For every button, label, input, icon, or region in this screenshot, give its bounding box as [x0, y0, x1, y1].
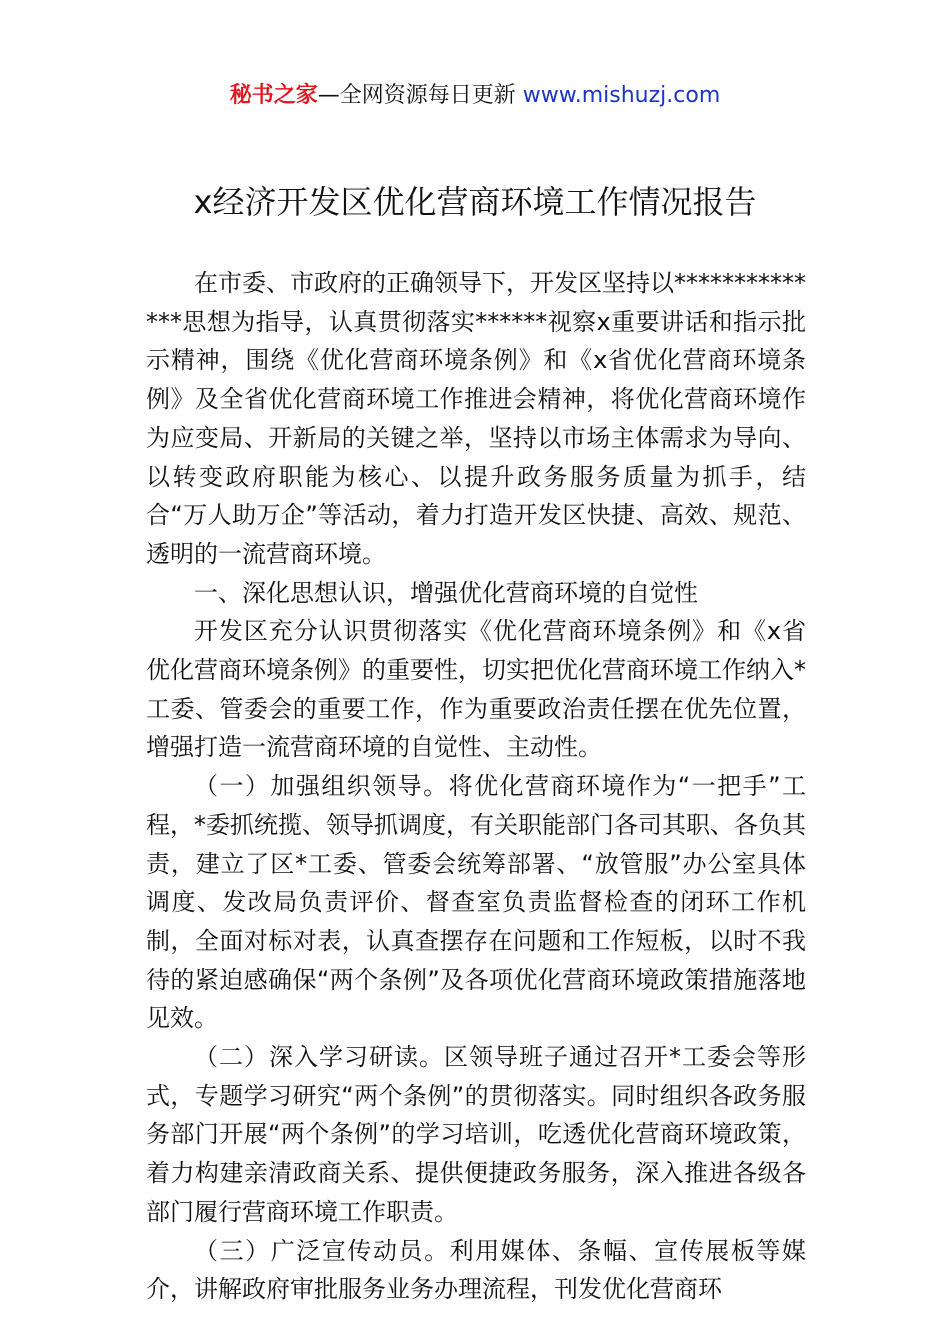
paragraph-intro: 在市委、市政府的正确领导下，开发区坚持以**************思想为指导，认真贯彻落实******视察x重要讲话和指示批示精神，围绕《优化营商环境条例》和《x省优化营商环境条例》及全省优化营商环境工作推进会精神，将优化营商环境作为应变局、开新局的关键之举，坚持以市场主体需求为导向、以转变政府职能为核心、以提升政务服务质量为抓手，结合“万人助万企”等活动，着力打造开发区快捷、高效、规范、透明的一流营商环境。 [146, 269, 806, 568]
header-tagline: —全网资源每日更新 [317, 83, 523, 108]
paragraph-subsection-1: （一）加强组织领导。将优化营商环境作为“一把手”工程，*委抓统揽、领导抓调度，有关职能部门各司其职、各负其责，建立了区*工委、管委会统筹部署、“放管服”办公室具体调度、发改局负责评价、督查室负责监督检查的闭环工作机制，全面对标对表，认真查摆存在问题和工作短板，以时不我待的紧迫感确保“两个条例”及各项优化营商环境政策措施落地见效。 [146, 772, 806, 1033]
brand-name: 秘书之家 [229, 83, 318, 108]
document-title: x经济开发区优化营商环境工作情况报告 [193, 183, 757, 221]
section-heading-1: 一、深化思想认识，增强优化营商环境的自觉性 [194, 578, 698, 607]
site-header [0, 80, 950, 112]
paragraph-subsection-2: （二）深入学习研读。区领导班子通过召开*工委会等形式，专题学习研究“两个条例”的贯彻落实。同时组织各政务服务部门开展“两个条例”的学习培训，吃透优化营商环境政策，着力构建亲清政商关系、提供便捷政务服务，深入推进各级各部门履行营商环境工作职责。 [146, 1043, 806, 1226]
paragraph-subsection-3: （三）广泛宣传动员。利用媒体、条幅、宣传展板等媒介，讲解政府审批服务业务办理流程，刊发优化营商环 [146, 1236, 806, 1304]
paragraph-section-1: 开发区充分认识贯彻落实《优化营商环境条例》和《x省优化营商环境条例》的重要性，切实把优化营商环境工作纳入*工委、管委会的重要工作，作为重要政治责任摆在优先位置，增强打造一流营商环境的自觉性、主动性。 [146, 617, 806, 762]
document-body [146, 264, 806, 1309]
site-url-link[interactable]: www.mishuzj.com [522, 83, 721, 108]
